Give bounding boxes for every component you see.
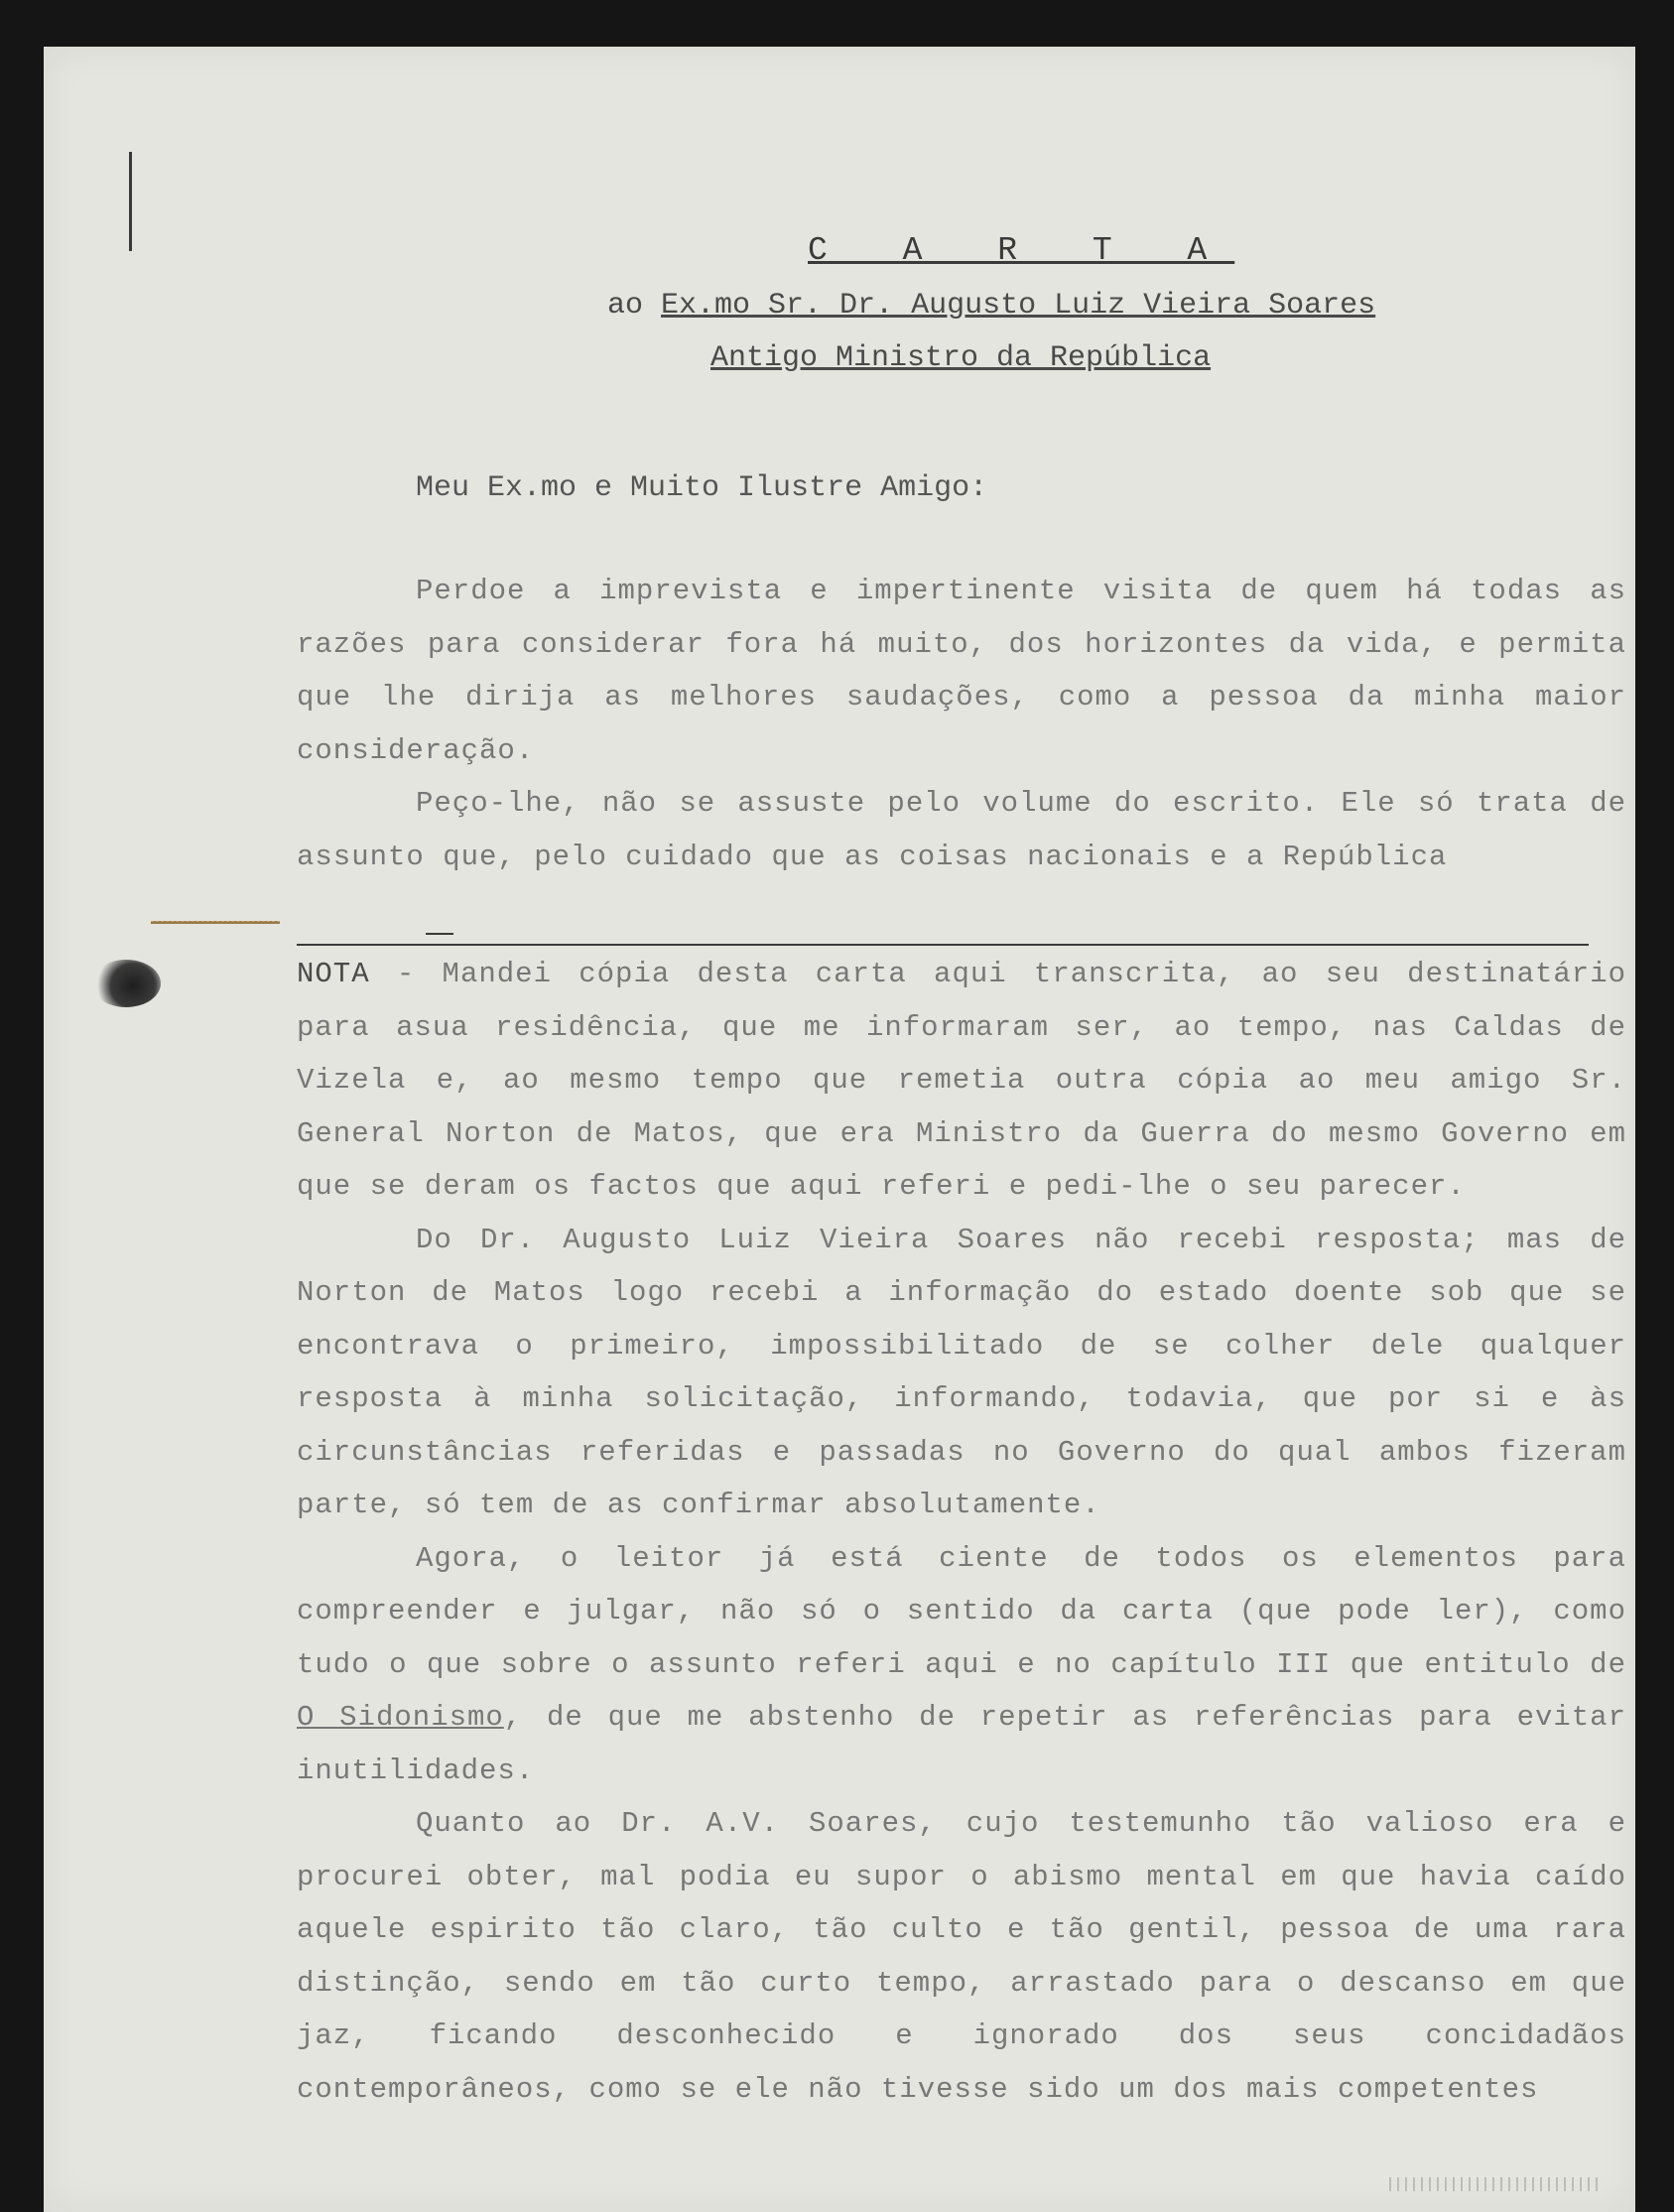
note-paragraph: [297, 948, 1626, 1214]
letter-title: C A R T A: [808, 232, 1235, 269]
addressee-role: Antigo Ministro da República: [710, 341, 1212, 375]
addressee-name: Ex.mo Sr. Dr. Augusto Luiz Vieira Soares: [661, 289, 1376, 323]
ink-stain: [91, 960, 161, 1007]
note-text: - Mandei cópia desta carta aqui transcrita, ao seu destinatário para asua residência, que me informaram ser, ao tempo, nas Caldas de Vizela e, ao mesmo tempo que remetia outra cópia ao meu amigo Sr. General Norton de Matos, que era Ministro da Guerra do mesmo Governo em que se deram os factos que aqui referi e pedi-lhe o seu parecer.: [297, 958, 1626, 1203]
letter-paragraph: Perdoe a imprevista e impertinente visita de quem há todas as razões para considerar fora há muito, dos horizontes da vida, e permita que lhe dirija as melhores saudações, como a pessoa da minha maior consideração.: [297, 575, 1626, 767]
note-paragraph: [297, 1532, 1626, 1798]
tape-strip: [151, 921, 280, 924]
note-paragraph: Do Dr. Augusto Luiz Vieira Soares não recebi resposta; mas de Norton de Matos logo recebi a informação do estado doente sob que se encontrava o primeiro, impossibilitado de se colher dele qualquer resposta à minha solicitação, informando, todavia, que por si e às circunstâncias referidas e passadas no Governo do qual ambos fizeram parte, só tem de as confirmar absolutamente.: [297, 1223, 1626, 1521]
note-section: [297, 948, 1626, 2116]
scan-ruler: [1389, 2177, 1598, 2191]
letter-body: [297, 565, 1626, 883]
document-page: [44, 47, 1635, 2212]
chapter-title: O Sidonismo: [297, 1701, 504, 1734]
footnote-rule: [297, 944, 1589, 946]
letter-paragraph: Peço-lhe, não se assuste pelo volume do escrito. Ele só trata de assunto que, pelo cuidado que as coisas nacionais e a República: [297, 787, 1626, 873]
rule-mark: [426, 933, 453, 935]
letter-header: [44, 232, 1635, 391]
addressee-prefix: ao: [607, 289, 644, 323]
letter-greeting: Meu Ex.mo e Muito Ilustre Amigo:: [416, 471, 988, 505]
note-label: NOTA: [297, 958, 370, 990]
note-text: Agora, o leitor já está ciente de todos os elementos para compreender e julgar, não só o sentido da carta (que pode ler), como tudo o que sobre o assunto referi aqui e no capítulo III que entitulo de: [297, 1541, 1626, 1681]
note-text: , de que me abstenho de repetir as referências para evitar inutilidades.: [297, 1701, 1626, 1787]
letter-addressee: [607, 289, 1375, 323]
note-paragraph: Quanto ao Dr. A.V. Soares, cujo testemunho tão valioso era e procurei obter, mal podia eu supor o abismo mental em que havia caído aquele espirito tão claro, tão culto e tão gentil, pessoa de uma rara distinção, sendo em tão curto tempo, arrastado para o descanso em que jaz, ficando desconhecido e ignorado dos seus concidadãos contemporâneos, como se ele não tivesse sido um dos mais competentes: [297, 1807, 1626, 2106]
